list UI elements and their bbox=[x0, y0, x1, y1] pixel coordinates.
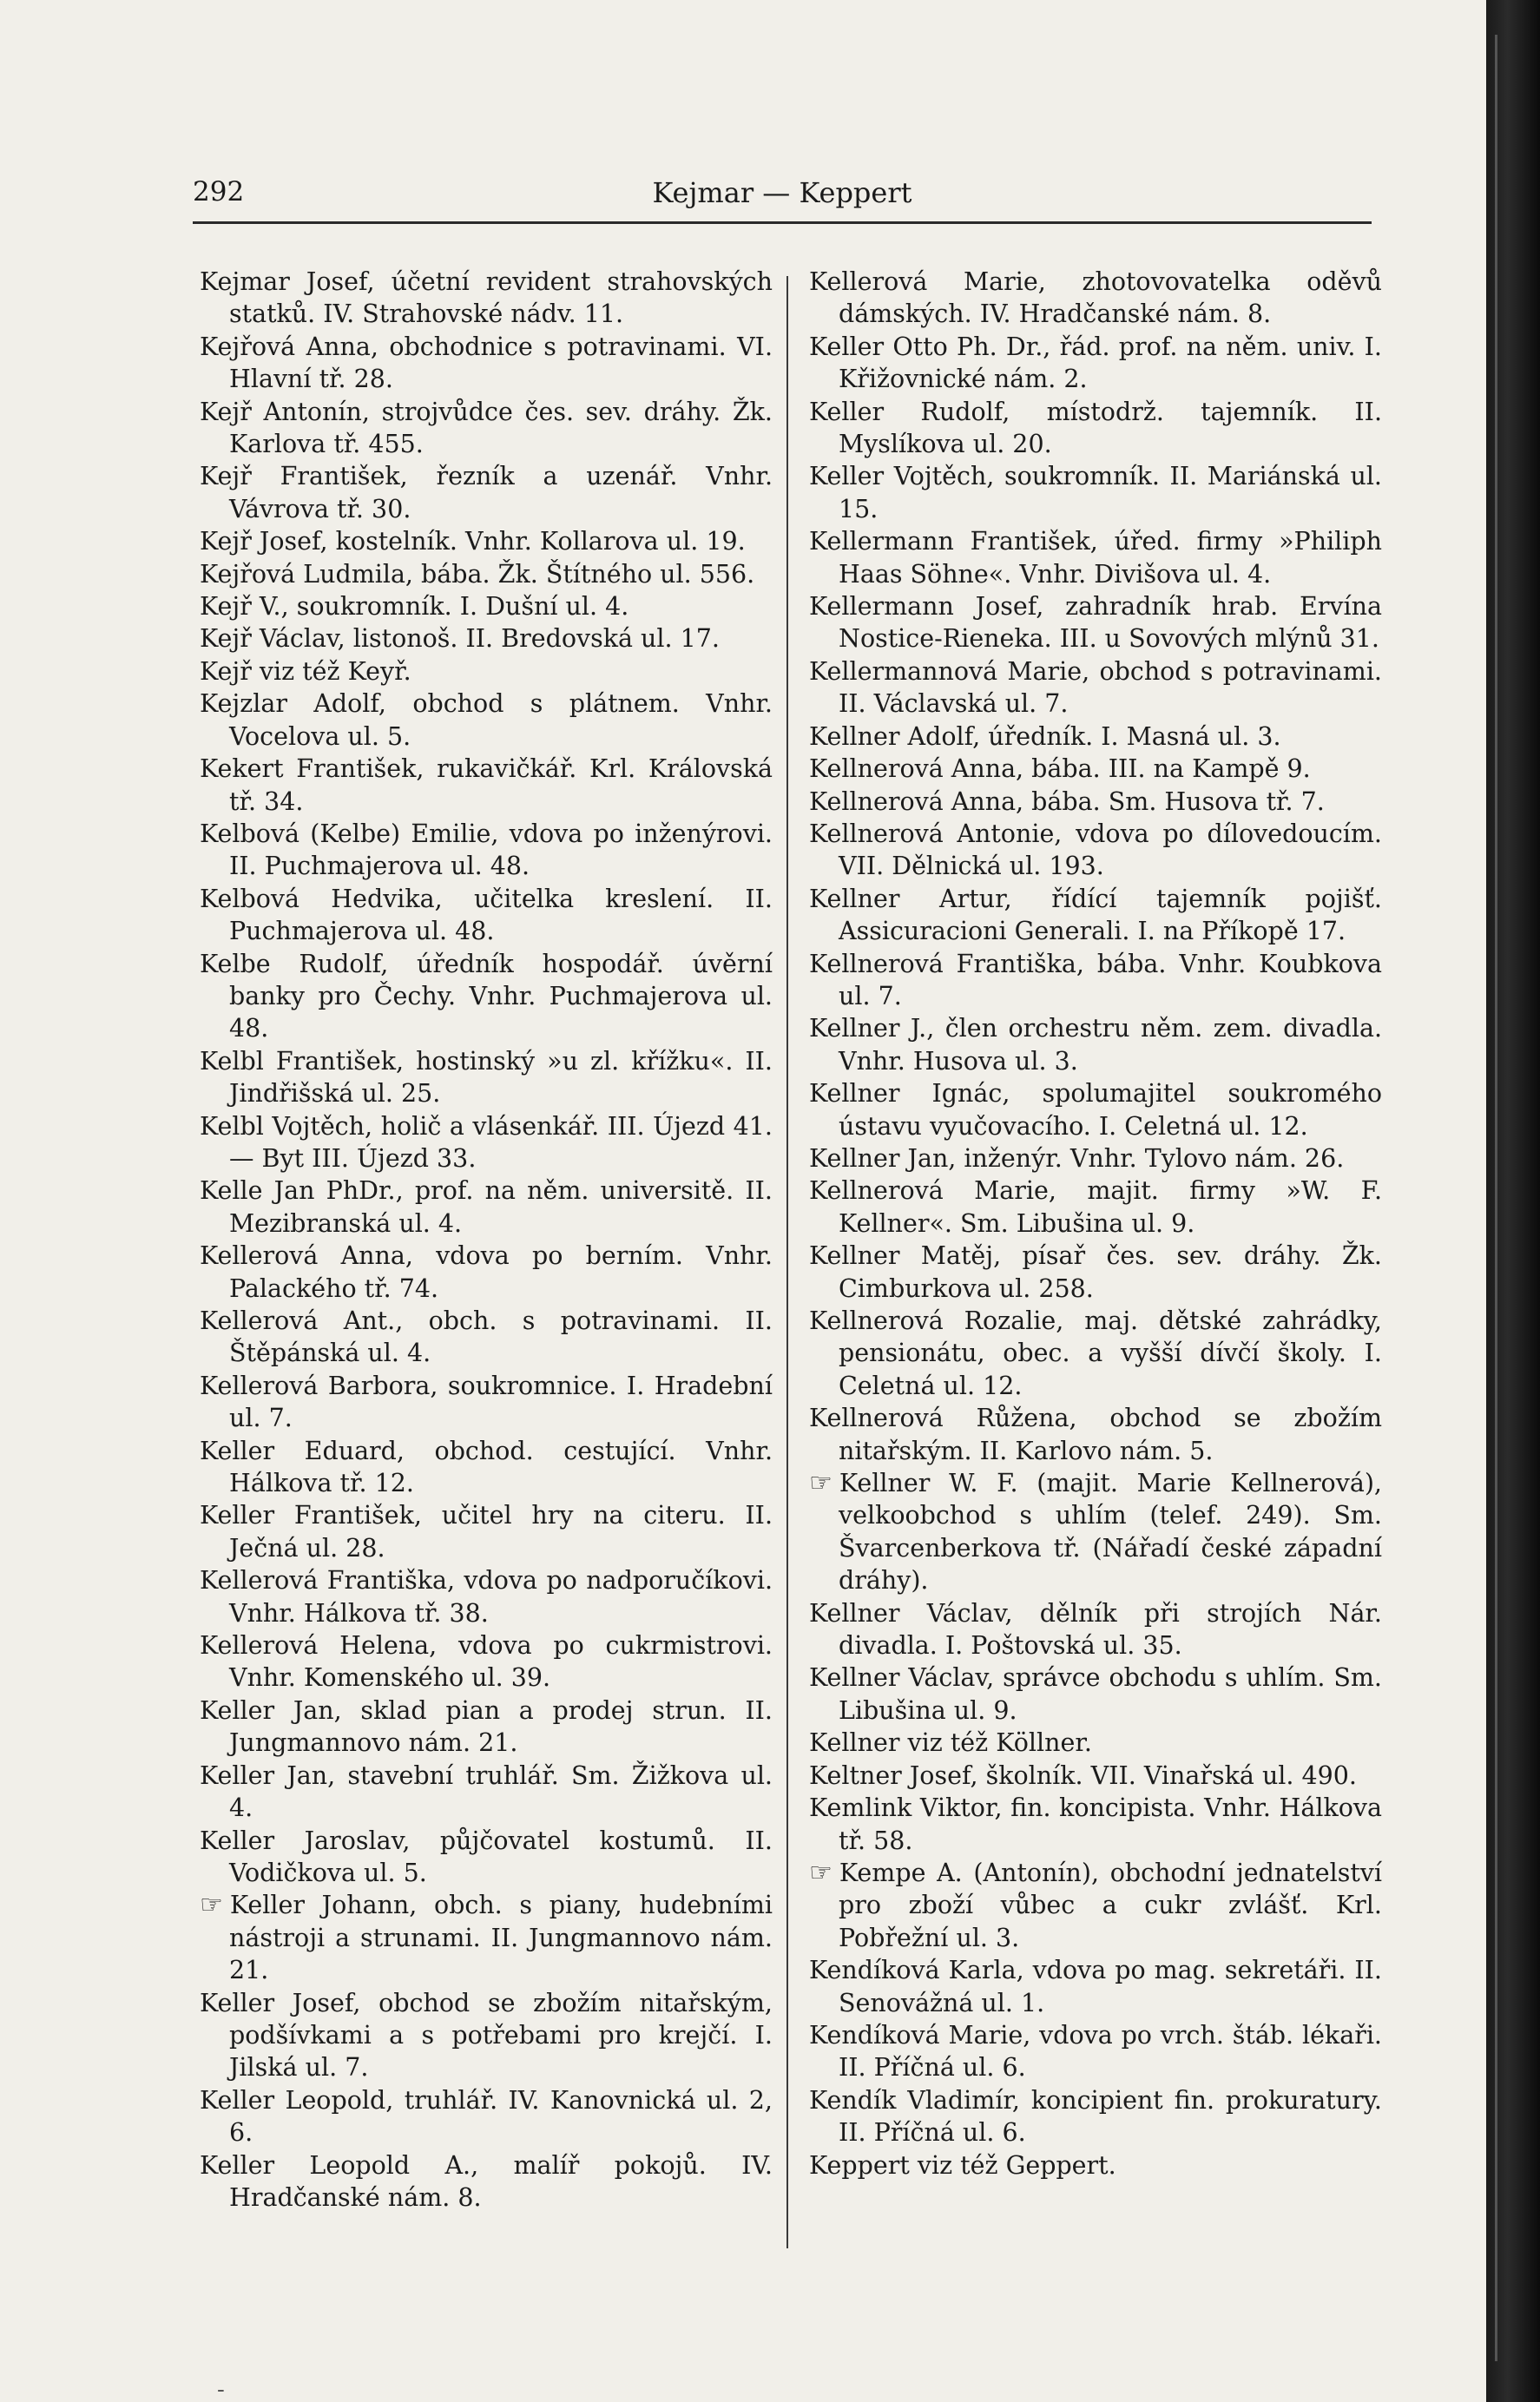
directory-entry: Kellner Ignác, spolumajitel soukromého ústavu vyučovacího. I. Celetná ul. 12. bbox=[809, 1079, 1382, 1141]
directory-entry: Kellnerová Antonie, vdova po dílovedoucím. VII. Dělnická ul. 193. bbox=[809, 819, 1382, 881]
directory-entry: Kejzlar Adolf, obchod s plátnem. Vnhr. Vocelova ul. 5. bbox=[200, 689, 773, 751]
directory-entry: Kellnerová Anna, bába. Sm. Husova tř. 7. bbox=[809, 786, 1325, 816]
directory-entry: Kelbová (Kelbe) Emilie, vdova po inženýrovi. II. Puchmajerova ul. 48. bbox=[200, 819, 773, 881]
directory-entry: Kellner Adolf, úředník. I. Masná ul. 3. bbox=[809, 721, 1281, 751]
directory-entry: Kellner Matěj, písař čes. sev. dráhy. Žk. Cimburkova ul. 258. bbox=[809, 1241, 1382, 1303]
directory-entry: Kelbl František, hostinský »u zl. křížku«. II. Jindřišská ul. 25. bbox=[200, 1046, 773, 1109]
directory-entry: Keller Josef, obchod se zbožím nitařským, podšívkami a s potřebami pro krejčí. I. Jilská ul. 7. bbox=[200, 1988, 773, 2083]
directory-entry: Kemlink Viktor, fin. koncipista. Vnhr. Hálkova tř. 58. bbox=[809, 1793, 1382, 1855]
directory-entry: Kellerová Helena, vdova po cukrmistrovi. Vnhr. Komenského ul. 39. bbox=[200, 1631, 773, 1693]
directory-entry: Kellerová Ant., obch. s potravinami. II. Štěpánská ul. 4. bbox=[200, 1306, 773, 1368]
directory-entry: Keller Vojtěch, soukromník. II. Mariánská ul. 15. bbox=[809, 462, 1382, 523]
directory-entry: Kellner J., člen orchestru něm. zem. divadla. Vnhr. Husova ul. 3. bbox=[809, 1014, 1382, 1076]
directory-entry: Keller Leopold A., malíř pokojů. IV. Hradčanské nám. 8. bbox=[200, 2150, 773, 2212]
directory-entry: Keller Leopold, truhlář. IV. Kanovnická ul. 2, 6. bbox=[200, 2085, 773, 2148]
directory-entry: Kelle Jan PhDr., prof. na něm. universitě. II. Mezibranská ul. 4. bbox=[200, 1176, 773, 1238]
directory-entry: Kellnerová Marie, majit. firmy »W. F. Kellner«. Sm. Libušina ul. 9. bbox=[809, 1176, 1382, 1238]
directory-entry: Kejmar Josef, účetní revident strahovských statků. IV. Strahovské nádv. 11. bbox=[200, 267, 773, 329]
directory-entry: Kellner Václav, dělník při strojích Nár. divadla. I. Poštovská ul. 35. bbox=[809, 1598, 1382, 1661]
directory-entry: Keller Jan, stavební truhlář. Sm. Žižkova ul. 4. bbox=[200, 1760, 773, 1823]
directory-entry: Kejřová Ludmila, bába. Žk. Štítného ul. 556. bbox=[200, 559, 755, 589]
directory-entry: Kellermann Josef, zahradník hrab. Ervína Nostice-Rieneka. III. u Sovových mlýnů 31. bbox=[809, 592, 1382, 654]
pointing-hand-icon: ☞ bbox=[809, 1468, 833, 1499]
directory-entry: Kellnerová Františka, bába. Vnhr. Koubkova ul. 7. bbox=[809, 949, 1382, 1010]
pointing-hand-icon: ☞ bbox=[809, 1857, 833, 1888]
directory-entry-highlighted bbox=[809, 1467, 1382, 1597]
directory-entry: Kelbe Rudolf, úředník hospodář. úvěrní banky pro Čechy. Vnhr. Puchmajerova ul. 48. bbox=[200, 949, 773, 1043]
directory-entry: Keller Jaroslav, půjčovatel kostumů. II. Vodičkova ul. 5. bbox=[200, 1826, 773, 1887]
directory-entry: Kellner Artur, řídící tajemník pojišť. Assicuracioni Generali. I. na Příkopě 17. bbox=[809, 884, 1382, 946]
directory-entry: Keller Jan, sklad pian a prodej strun. II. Jungmannovo nám. 21. bbox=[200, 1695, 773, 1758]
directory-entry: Kelbová Hedvika, učitelka kreslení. II. Puchmajerova ul. 48. bbox=[200, 884, 773, 946]
directory-entry: Kelbl Vojtěch, holič a vlásenkář. III. Újezd 41. — Byt III. Újezd 33. bbox=[200, 1111, 773, 1173]
directory-entry: Kellner viz též Köllner. bbox=[809, 1728, 1092, 1758]
header-rule bbox=[193, 221, 1372, 224]
directory-entry: Kellermannová Marie, obchod s potravinami. II. Václavská ul. 7. bbox=[809, 656, 1382, 719]
directory-entry: Kendík Vladimír, koncipient fin. prokuratury. II. Příčná ul. 6. bbox=[809, 2085, 1382, 2148]
directory-entry-highlighted bbox=[809, 1857, 1382, 1954]
entry-text: Keller Johann, obch. s piany, hudebními nástroji a strunami. II. Jungmannovo nám. 21. bbox=[229, 1891, 773, 1985]
page-header bbox=[193, 176, 1372, 214]
column-divider bbox=[786, 276, 788, 2248]
running-head: Kejmar — Keppert bbox=[652, 176, 912, 209]
directory-entry: Keller František, učitel hry na citeru. II. Ječná ul. 28. bbox=[200, 1501, 773, 1563]
directory-entry: Keltner Josef, školník. VII. Vinařská ul. 490. bbox=[809, 1760, 1357, 1790]
page-number: 292 bbox=[193, 176, 245, 207]
right-column bbox=[809, 266, 1382, 2182]
entry-text: Kellner W. F. (majit. Marie Kellnerová), velkoobchod s uhlím (telef. 249). Sm. Švarcenberkova tř. (Nářadí české západní dráhy). bbox=[839, 1469, 1382, 1596]
directory-entry: Kejř Josef, kostelník. Vnhr. Kollarova ul. 19. bbox=[200, 527, 746, 556]
left-column bbox=[200, 266, 773, 2214]
directory-entry-highlighted bbox=[200, 1889, 773, 1986]
directory-entry: Keller Eduard, obchod. cestující. Vnhr. Hálkova tř. 12. bbox=[200, 1436, 773, 1498]
directory-entry: Keller Otto Ph. Dr., řád. prof. na něm. univ. I. Křižovnické nám. 2. bbox=[809, 332, 1382, 394]
entry-text: Kempe A. (Antonín), obchodní jednatelství pro zboží vůbec a cukr zvlášť. Krl. Pobřežní ul. 3. bbox=[839, 1858, 1382, 1952]
footer-mark: - bbox=[217, 2377, 225, 2402]
directory-entry: Kellermann František, úřed. firmy »Philiph Haas Söhne«. Vnhr. Divišova ul. 4. bbox=[809, 527, 1382, 589]
directory-entry: Kejř viz též Keyř. bbox=[200, 656, 411, 686]
directory-entry: Kellner Václav, správce obchodu s uhlím. Sm. Libušina ul. 9. bbox=[809, 1663, 1382, 1725]
pointing-hand-icon: ☞ bbox=[200, 1890, 223, 1921]
directory-entry: Kellner Jan, inženýr. Vnhr. Tylovo nám. 26. bbox=[809, 1143, 1345, 1173]
directory-entry: Keppert viz též Geppert. bbox=[809, 2150, 1116, 2180]
directory-entry: Kellerová Barbora, soukromnice. I. Hradební ul. 7. bbox=[200, 1371, 773, 1433]
directory-entry: Kejř Antonín, strojvůdce čes. sev. dráhy. Žk. Karlova tř. 455. bbox=[200, 397, 773, 459]
directory-entry: Kejř V., soukromník. I. Dušní ul. 4. bbox=[200, 592, 629, 622]
directory-entry: Kellnerová Růžena, obchod se zbožím nitařským. II. Karlovo nám. 5. bbox=[809, 1404, 1382, 1465]
directory-entry: Kellnerová Anna, bába. III. na Kampě 9. bbox=[809, 754, 1311, 784]
directory-entry: Kendíková Karla, vdova po mag. sekretáři. II. Senovážná ul. 1. bbox=[809, 1956, 1382, 2017]
directory-entry: Kekert František, rukavičkář. Krl. Královská tř. 34. bbox=[200, 754, 773, 816]
directory-entry: Kellnerová Rozalie, maj. dětské zahrádky, pensionátu, obec. a vyšší dívčí školy. I. Celetná ul. 12. bbox=[809, 1306, 1382, 1400]
directory-entry: Keller Rudolf, místodrž. tajemník. II. Myslíkova ul. 20. bbox=[809, 397, 1382, 459]
directory-entry: Kejř František, řezník a uzenář. Vnhr. Vávrova tř. 30. bbox=[200, 462, 773, 523]
directory-entry: Kendíková Marie, vdova po vrch. štáb. lékaři. II. Příčná ul. 6. bbox=[809, 2020, 1382, 2083]
directory-entry: Kellerová Františka, vdova po nadporučíkovi. Vnhr. Hálkova tř. 38. bbox=[200, 1566, 773, 1628]
directory-entry: Kejřová Anna, obchodnice s potravinami. VI. Hlavní tř. 28. bbox=[200, 332, 773, 394]
directory-entry: Kejř Václav, listonoš. II. Bredovská ul. 17. bbox=[200, 624, 720, 654]
book-edge-line bbox=[1495, 35, 1497, 2361]
directory-entry: Kellerová Anna, vdova po berním. Vnhr. Palackého tř. 74. bbox=[200, 1241, 773, 1303]
directory-entry: Kellerová Marie, zhotovovatelka oděvů dámských. IV. Hradčanské nám. 8. bbox=[809, 267, 1382, 329]
